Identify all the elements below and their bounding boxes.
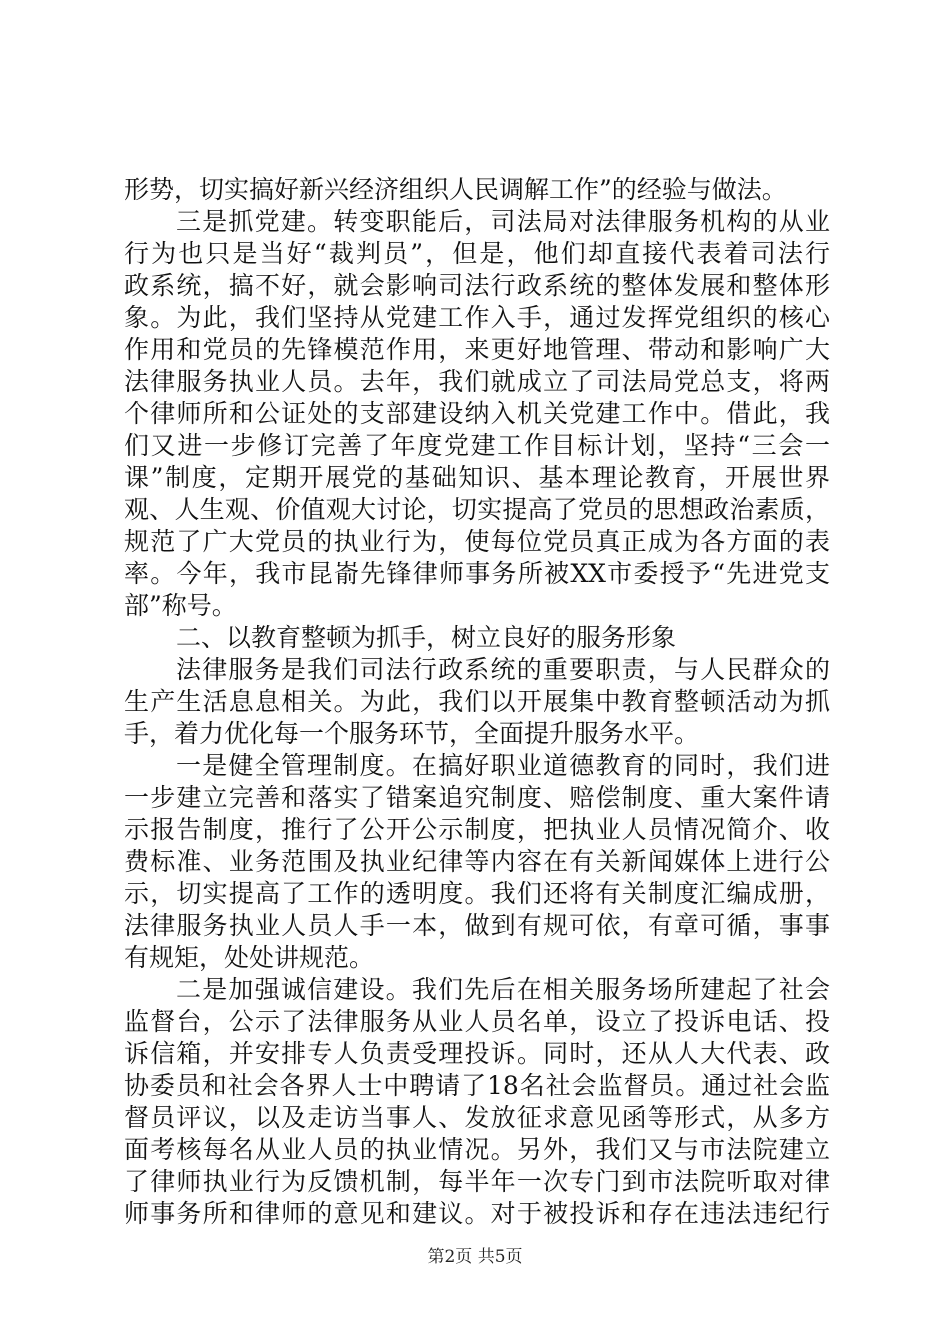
section-heading: 二、以教育整顿为抓手，树立良好的服务形象 — [176, 623, 677, 652]
text-line: 诉信箱，并安排专人负责受理投诉。同时，还从人大代表、政 — [124, 1039, 830, 1068]
text-line: 示，切实提高了工作的透明度。我们还将有关制度汇编成册， — [124, 879, 830, 908]
text-line: 率。今年，我市昆嵛先锋律师事务所被XX市委授予“先进党支 — [124, 559, 830, 588]
text-line: 课”制度，定期开展党的基础知识、基本理论教育，开展世界 — [124, 463, 830, 492]
text-line: 作用和党员的先锋模范作用，来更好地管理、带动和影响广大 — [124, 335, 830, 364]
text-line: 协委员和社会各界人士中聘请了18名社会监督员。通过社会监 — [124, 1071, 830, 1100]
page-footer: 第2页 共5页 — [427, 1247, 523, 1267]
text-line: 有规矩，处处讲规范。 — [124, 943, 375, 972]
text-line: 生产生活息息相关。为此，我们以开展集中教育整顿活动为抓 — [124, 687, 830, 716]
text-line: 手，着力优化每一个服务环节，全面提升服务水平。 — [124, 719, 700, 748]
text-line: 法律服务执业人员人手一本，做到有规可依，有章可循，事事 — [124, 911, 830, 940]
text-line: 行为也只是当好“裁判员”，但是，他们却直接代表着司法行 — [124, 239, 830, 268]
text-line: 了律师执业行为反馈机制，每半年一次专门到市法院听取对律 — [124, 1167, 830, 1196]
text-line: 观、人生观、价值观大讨论，切实提高了党员的思想政治素质， — [124, 495, 830, 524]
text-line: 一是健全管理制度。在搞好职业道德教育的同时，我们进 — [176, 751, 830, 780]
text-line: 一步建立完善和落实了错案追究制度、赔偿制度、重大案件请 — [124, 783, 830, 812]
text-line: 监督台，公示了法律服务从业人员名单，设立了投诉电话、投 — [124, 1007, 830, 1036]
text-line: 督员评议，以及走访当事人、发放征求意见函等形式，从多方 — [124, 1103, 830, 1132]
text-line: 部”称号。 — [124, 591, 237, 620]
document-body — [124, 174, 830, 1230]
text-line: 形势，切实搞好新兴经济组织人民调解工作”的经验与做法。 — [124, 175, 787, 204]
text-line: 象。为此，我们坚持从党建工作入手，通过发挥党组织的核心 — [124, 303, 830, 332]
text-line: 示报告制度，推行了公开公示制度，把执业人员情况简介、收 — [124, 815, 830, 844]
text-line: 二是加强诚信建设。我们先后在相关服务场所建起了社会 — [176, 975, 830, 1004]
text-line: 法律服务是我们司法行政系统的重要职责，与人民群众的 — [176, 655, 830, 684]
text-line: 师事务所和律师的意见和建议。对于被投诉和存在违法违纪行 — [124, 1199, 830, 1228]
text-line: 政系统，搞不好，就会影响司法行政系统的整体发展和整体形 — [124, 271, 830, 300]
text-line: 法律服务执业人员。去年，我们就成立了司法局党总支，将两 — [124, 367, 830, 396]
text-line: 三是抓党建。转变职能后，司法局对法律服务机构的从业 — [176, 207, 830, 236]
text-line: 面考核每名从业人员的执业情况。另外，我们又与市法院建立 — [124, 1135, 830, 1164]
text-line: 个律师所和公证处的支部建设纳入机关党建工作中。借此，我 — [124, 399, 830, 428]
text-line: 们又进一步修订完善了年度党建工作目标计划，坚持“三会一 — [124, 431, 830, 460]
text-line: 规范了广大党员的执业行为，使每位党员真正成为各方面的表 — [124, 527, 830, 556]
text-line: 费标准、业务范围及执业纪律等内容在有关新闻媒体上进行公 — [124, 847, 830, 876]
